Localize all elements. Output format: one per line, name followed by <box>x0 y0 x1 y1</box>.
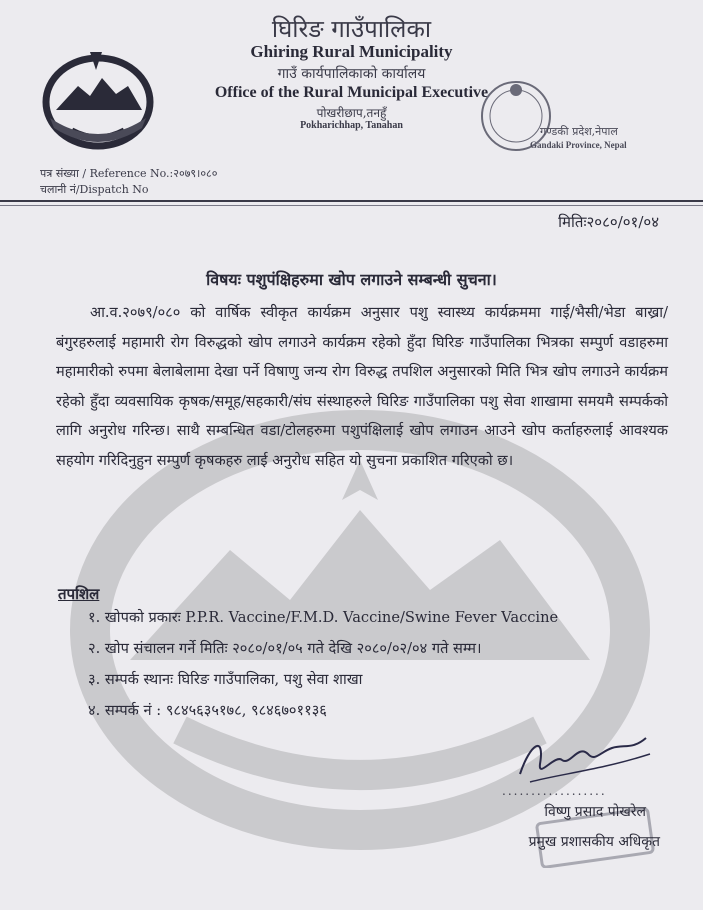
signatory-name: विष्णु प्रसाद पोखरेल <box>544 804 646 820</box>
signatory-title: प्रमुख प्रशासकीय अधिकृत <box>528 834 660 850</box>
office-name-english: Office of the Rural Municipal Executive <box>214 84 489 101</box>
details-list <box>88 602 558 726</box>
details-item-vaccine-type: १. खोपको प्रकारः P.P.R. Vaccine/F.M.D. Vaccine/Swine Fever Vaccine <box>88 609 559 626</box>
signature-line: .................. <box>502 784 607 798</box>
details-item-contact-number: ४. सम्पर्क नं : ९८४५६३५१७८, ९८४६७०११३६ <box>88 702 327 719</box>
location-nepali: पोखरीछाप,तनहुँ <box>316 106 387 120</box>
letter-body: आ.व.२०७९/०८० को वार्षिक स्वीकृत कार्यक्रम अनुसार पशु स्वास्थ्य कार्यक्रममा गाई/भैसी/भेडा बाख्रा/बंगुरहरुलाई महामारी रोग विरुद्धको खोप लगाउने कार्यक्रम रहेको हुँदा घिरिङ गाउँपालिका भित्रका सम्पुर्ण वडाहरुमा महामारीको रुपमा बेलाबेलामा देखा पर्ने विषाणु जन्य रोग विरुद्ध तपशिल अनुसारको मिति भित्र खोप लगाउने कार्यक्रम रहेको हुँदा व्यवसायिक कृषक/समूह/सहकारी/संघ संस्थाहरुले घिरिङ गाउँपालिका पशु सेवा शाखामा समयमै सम्पर्कको लागि अनुरोध गरिन्छ। साथै सम्बन्धित वडा/टोलहरुमा पशुपंक्षिलाई खोप लगाउन आउने खोप कर्ताहरुलाई आवश्यक सहयोग गरिदिनुहुन सम्पुर्ण कृषकहरु लाई अनुरोध सहित यो सुचना प्रकाशित गरिएको छ। <box>56 304 668 469</box>
details-item-contact-place: ३. सम्पर्क स्थानः घिरिङ गाउँपालिका, पशु सेवा शाखा <box>88 671 363 688</box>
details-heading: तपशिल <box>58 585 100 603</box>
letter-subject: विषयः पशुपंक्षिहरुमा खोप लगाउने सम्बन्धी सुचना। <box>206 270 497 289</box>
municipality-name-nepali: घिरिङ गाउँपालिका <box>271 15 432 43</box>
header-divider-thin <box>0 205 703 206</box>
office-name-nepali: गाउँ कार्यपालिकाको कार्यालय <box>277 66 426 82</box>
dispatch-number: चलानी नं/Dispatch No <box>40 183 149 196</box>
letter-date: मितिः२०८०/०१/०४ <box>558 213 659 231</box>
header-divider <box>0 200 703 202</box>
location-english: Pokharichhap, Tanahan <box>300 120 403 131</box>
municipality-name-english: Ghiring Rural Municipality <box>250 42 453 61</box>
reference-number: पत्र संख्या / Reference No.:२०७९।०८० <box>40 167 218 180</box>
details-item-dates: २. खोप संचालन गर्ने मितिः २०८०/०१/०५ गते देखि २०८०/०२/०४ गते सम्म। <box>88 640 482 657</box>
province-english: Gandaki Province, Nepal <box>530 140 627 150</box>
province-nepali: गण्डकी प्रदेश,नेपाल <box>540 125 618 138</box>
